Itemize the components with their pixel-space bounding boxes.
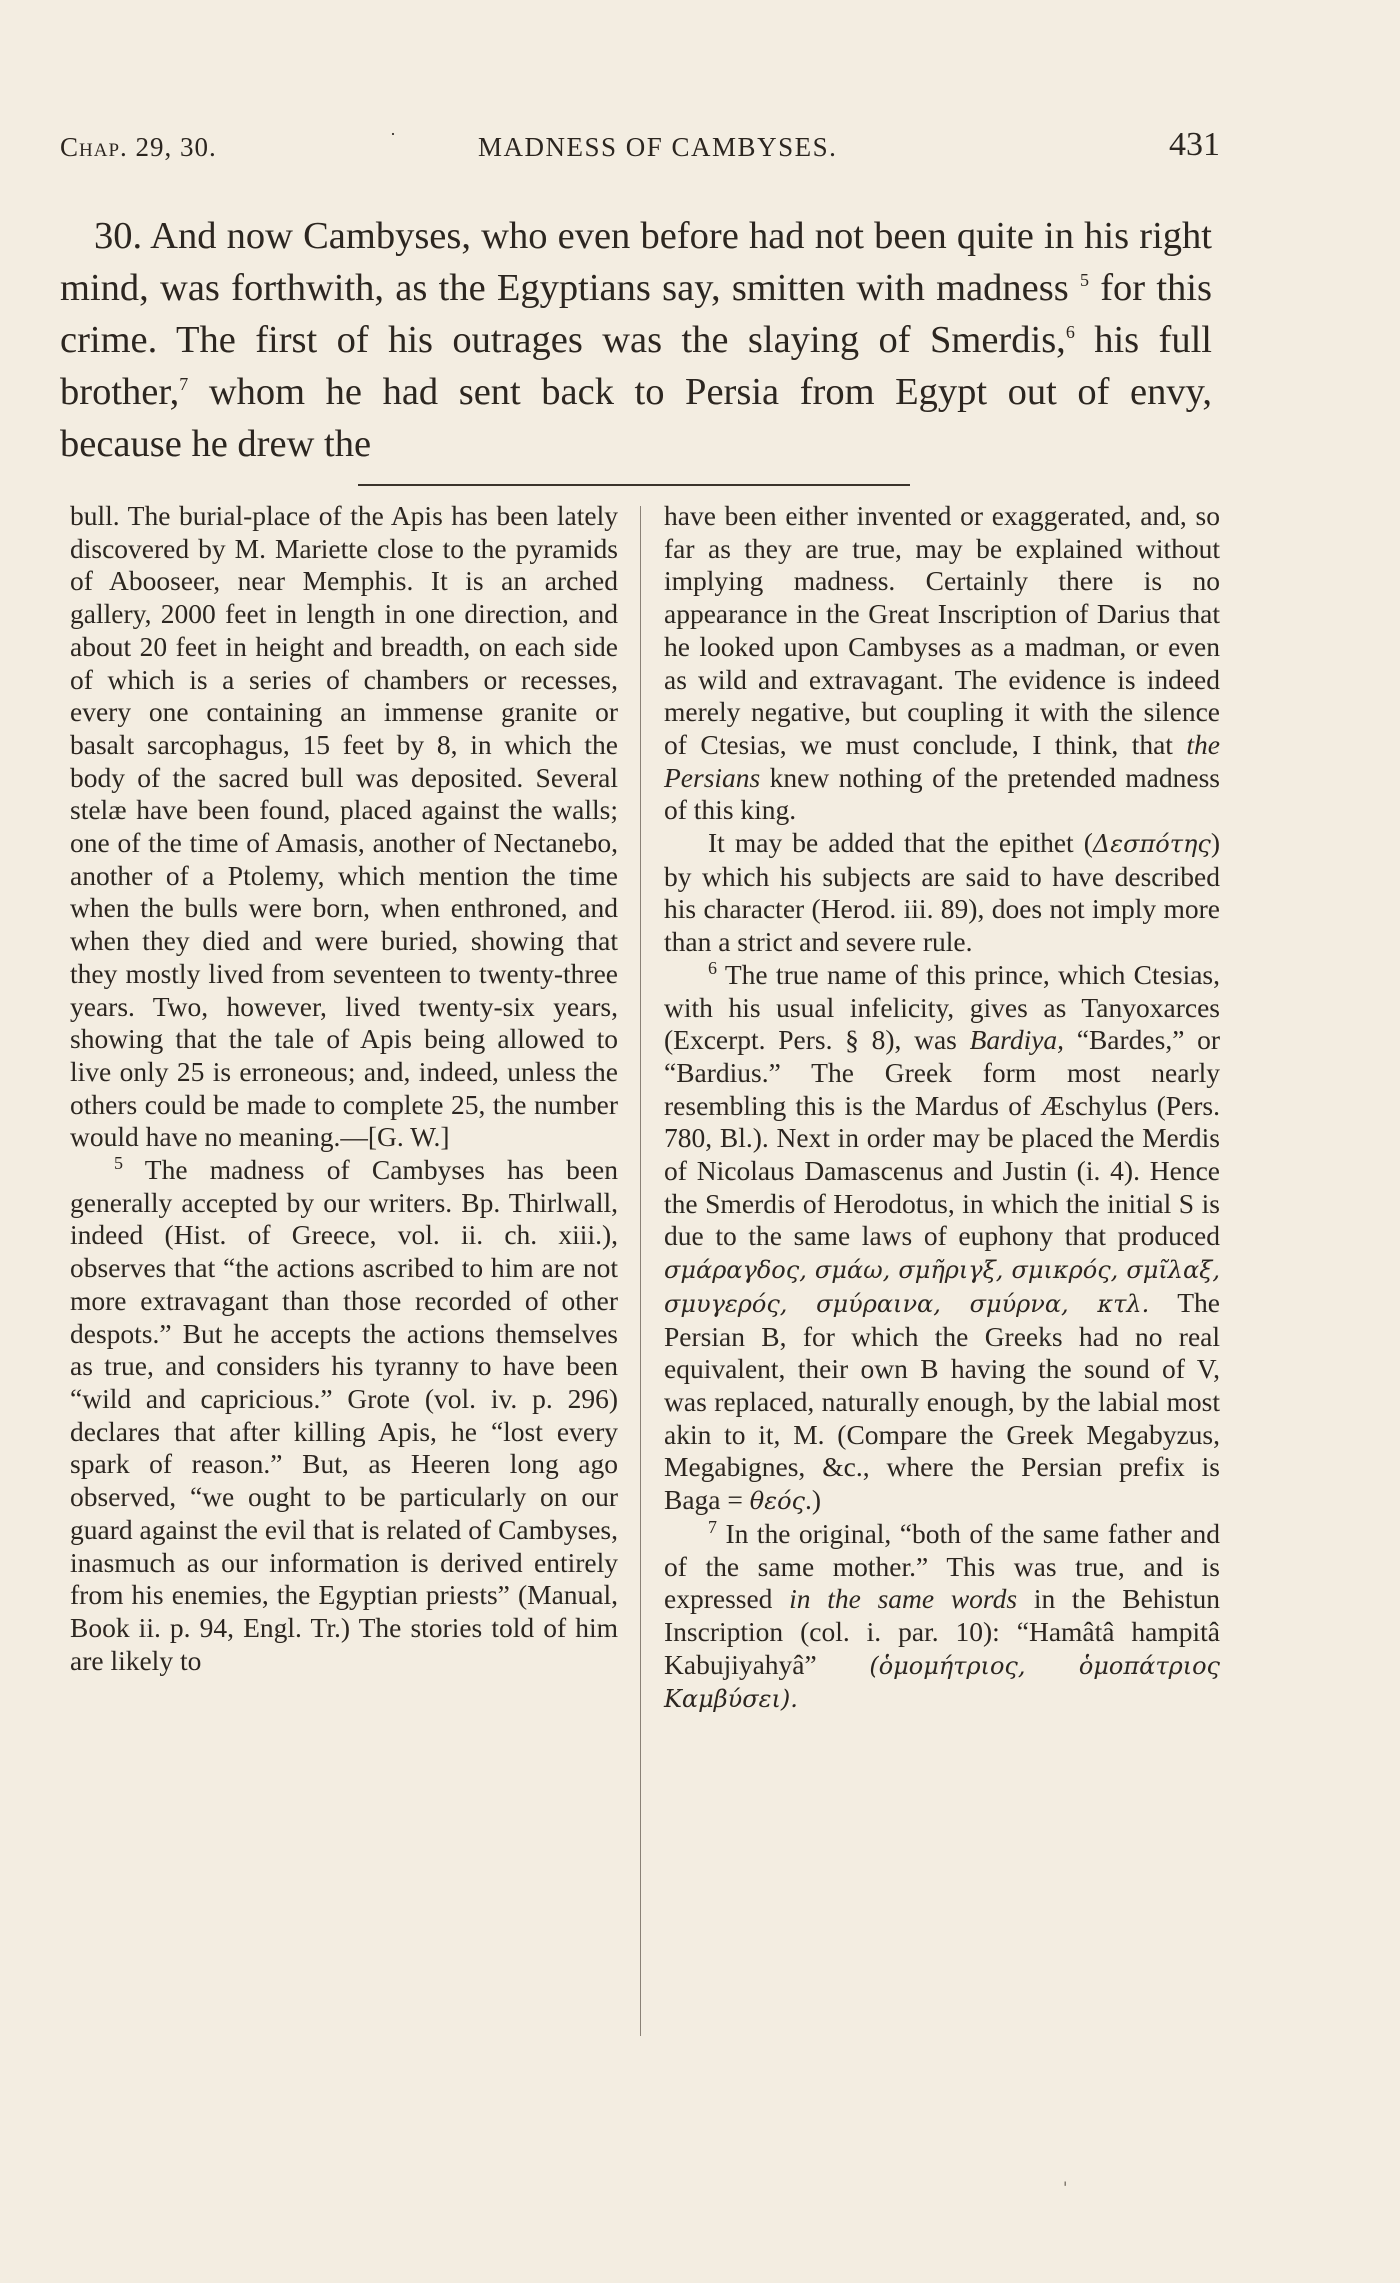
footnote-5-cont-text-a: have been either invented or exaggerated, and, so far as they are true, may be explained without implying madness. Certainly there is no appearance in the Great Inscription of Darius that he looked upon Cambyses as a madman, or even as wild and extravagant. The evidence is indeed merely negative, but coupling it with the silence of Ctesias, we must conclude, I think, that [664,500,1220,760]
addendum-greek: Δεσπότης [1092,830,1211,859]
main-text-part-2: for this crime. The first of his outrages was the slaying of Smerdis, [60,267,1212,361]
column-divider [640,506,641,2036]
footnote-6-text-a: The true name of this prince, which Ctesias, with his usual infelicity, gives as Tanyoxarces (Excerpt. Pers. § 8), was [664,958,1220,1056]
ink-speck: ' [1063,2178,1068,2197]
addendum-text-a: It may be added that the epithet ( [708,827,1093,859]
main-text-part-3: his full brother, [60,319,1213,413]
footnote-6-greek-words: σμάραγδος, σμάω, σμῆριγξ, σμικρός, σμῖλαξ, σμυγερός, σμύραινα, σμύρνα, κτλ. [664,1256,1220,1318]
footnotes-right-column [664,500,1220,1716]
footnote-5-cont-emphasis: the Persians [664,728,1221,793]
footnote-7-greek: (ὁμομήτριος, ὁμοπάτριος Καμβύσει). [664,1651,1220,1714]
footnote-6-text-c: The Persian B, for which the Greeks had no real equivalent, their own B having the sound of V, was replaced, naturally enough, by the labial most akin to it, M. (Compare the Greek Megabyzus, Megabignes, &c., where the Persian prefix is Baga = [664,1286,1220,1516]
footnote-7-number: 7 [708,1516,717,1537]
footnote-6-number: 6 [708,957,717,978]
footnote-ref-7: 7 [179,374,189,395]
footnote-continuation: bull. The burial-place of the Apis has been lately discovered by M. Mariette close to the pyramids of Abooseer, near Memphis. It is an arched gallery, 2000 feet in length in one direction, and about 20 feet in height and breadth, on each side of which is a series of chambers or recesses, every one containing an immense granite or basalt sarcophagus, 15 feet by 8, in which the body of the sacred bull was deposited. Several stelæ have been found, placed against the walls; one of the time of Amasis, another of Nectanebo, another of a Ptolemy, which mention the time when the bulls were born, when enthroned, and when they died and were buried, showing that they mostly lived from seventeen to twenty-three years. Two, however, lived twenty-six years, showing that the tale of Apis being allowed to live only 25 is erroneous; and, indeed, unless the others could be made to complete 25, the number would have no meaning.—[G. W.] [70,500,618,1153]
footnote-6-emphasis: Bardiya, [969,1024,1065,1056]
chapter-reference: Chap. 29, 30. [60,132,217,162]
footnotes-left-column [70,500,618,1677]
running-header [60,124,1220,174]
footnote-5 [70,1154,618,1677]
footnote-5-number: 5 [114,1152,123,1173]
footnote-5-cont-text-b: knew nothing of the pretended madness of this king. [664,761,1220,826]
running-title: MADNESS OF CAMBYSES. [478,132,838,162]
footnote-5-continuation [664,500,1220,827]
footnote-6 [664,959,1220,1518]
footnote-6-greek-theos: θεός [749,1487,805,1516]
main-text-part-1: And now Cambyses, who even before had not been quite in his right mind, was forthwith, as the Egyptians say, smitten with madness [60,215,1212,309]
footnote-separator-rule [358,484,910,486]
footnote-7 [664,1518,1220,1716]
footnote-5-text: The madness of Cambyses has been generally accepted by our writers. Bp. Thirlwall, indeed (Hist. of Greece, vol. ii. ch. xiii.), observes that “the actions ascribed to him are not more extravagant than those recorded of other despots.” But he accepts the actions themselves as true, and considers his tyranny to have been “wild and capricious.” Grote (vol. iv. p. 296) declares that after killing Apis, he “lost every spark of reason.” But, as Heeren long ago observed, “we ought to be particularly on our guard against the evil that is related of Cambyses, inasmuch as our information is derived entirely from his enemies, the Egyptian priests” (Manual, Book ii. p. 94, Engl. Tr.) The stories told of him are likely to [70,1154,618,1676]
header-mark: · [390,124,396,144]
footnote-ref-5: 5 [1079,270,1089,291]
main-paragraph [60,210,1212,470]
page-number: 431 [1169,126,1220,163]
footnote-6-text-b: “Bardes,” or “Bardius.” The Greek form most nearly resembling this is the Mardus of Æschylus (Pers. 780, Bl.). Next in order may be placed the Merdis of Nicolaus Damascenus and Justin (i. 4). Hence the Smerdis of Herodotus, in which the initial S is due to the same laws of euphony that produced [664,1024,1221,1252]
footnote-6-text-d: .) [804,1484,822,1516]
footnote-7-emphasis: in the same words [789,1583,1018,1615]
main-text-part-4: whom he had sent back to Persia from Egypt out of envy, because he drew the [60,371,1213,465]
section-number: 30. [94,215,143,257]
footnote-7-text-b: in the Behistun Inscription (col. i. par. 10): “Hamâtâ hampitâ Kabujiyahyâ” [664,1583,1221,1680]
addendum-text-b: ) by which his subjects are said to have described his character (Herod. iii. 89), does not imply more than a strict and severe rule. [664,827,1220,958]
footnote-7-text-a: In the original, “both of the same father and of the same mother.” This was true, and is expressed [664,1517,1221,1615]
footnote-ref-6: 6 [1065,322,1075,343]
footnote-5-addendum [664,827,1220,959]
